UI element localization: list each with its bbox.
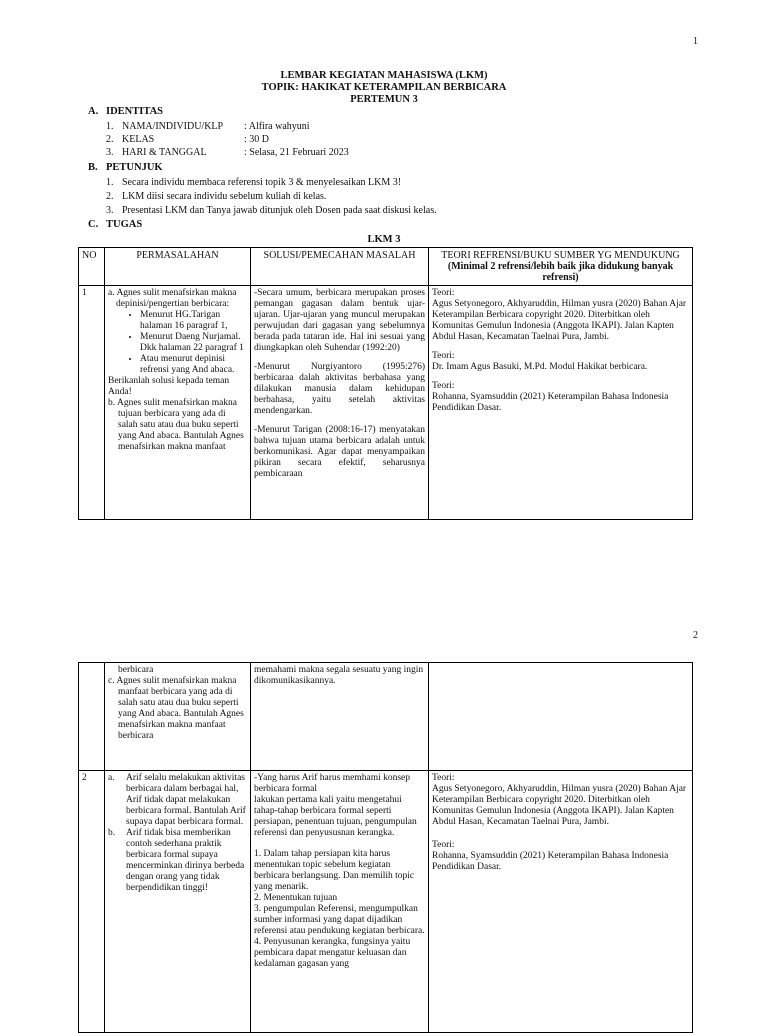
solution-line: lakukan pertama kali yaitu mengetahui tahap-tahap berbicara formal seperti persiapan, penentuan tujuan, pengumpulan referensi dan penyususnan kerangka. [254,795,417,838]
lkm-table-continued [78,662,693,1033]
identity-row [106,147,349,158]
solution-line: 3. pengumpulan Referensi, mengumpulkan sumber informasi yang dapat dijadikan referensi atau pendukung kegiatan berbicara. [254,904,425,936]
section-title: PETUNJUK [106,162,163,173]
identity-value: : 30 D [244,134,269,145]
document-topic: TOPIK: HAKIKAT KETERAMPILAN BERBICARA [261,82,507,93]
problem-text: Arif tidak bisa memberikan contoh sederhana praktik berbicara formal supaya mencerminkan dirinya berbeda dengan orang yang tidak berpendidikan tinggi! [126,828,245,893]
problem-after: Berikanlah solusi kepada teman Anda! [108,376,230,397]
section-letter: A. [88,106,99,117]
col-header-no: NO [79,248,105,286]
problem-text: Arif selalu melakukan aktivitas berbicara dalam berbagai hal, Arif tidak dapat melakukan berbicara formal. Bantulah Arif supaya dapat berbicara formal. [126,773,246,827]
page-number: 1 [693,36,698,47]
problem-c: c. Agnes sulit menafsirkan makna manfaat berbicara yang ada di salah satu atau dua buku seperti yang And abaca. Bantulah Agnes menafsirkan makna manfaat berbicara [108,676,244,741]
section-letter: C. [88,219,99,230]
col-header-theory [429,248,693,286]
problem-a [108,773,247,828]
problem-letter: a. [108,773,115,783]
identity-value: : Alfira wahyuni [244,121,310,132]
identity-num: 1. [106,121,114,132]
instruction-num: 1. [106,177,114,188]
section-tugas [88,219,142,230]
instruction-item [106,177,401,188]
solution-line: 4. Penyusunan kerangka, fungsinya yaitu pembicara dapat mengatur keluasan dan kedalaman gagasan yang [254,937,411,969]
solution-paragraph: -Secara umum, berbicara merupakan proses pemangan gagasan dalam bentuk ujar-ujaran. Ujar-ujaran yang muncul merupakan perwujudan dari gagasan yang sebelumnya berada pada tataran ide. Hal ini sesuai yang diungkapkan oleh Suhendar (1992:20) [254,288,425,353]
section-letter: B. [88,162,98,173]
identity-row [106,134,269,145]
section-petunjuk [88,162,163,173]
solution-cell [251,771,429,1033]
solution-cell [251,286,429,520]
theory-paragraph: Teori: Dr. Imam Agus Basuki, M.Pd. Modul Hakikat berbicara. [432,351,648,372]
lkm-table [78,247,693,520]
identity-label: HARI & TANGGAL [122,147,207,158]
row-number [79,663,105,771]
identity-label: KELAS [122,134,155,145]
table-row [79,286,693,520]
instruction-item [106,205,437,216]
identity-value: : Selasa, 21 Februari 2023 [244,147,349,158]
solution-paragraph: -Menurut Nurgiyantoro (1995:276) berbicaraa dalah aktivitas berbahasa yang dilakukan manusia dalam kehidupan berbahasa, yaitu setelah aktivitas mendengarkan. [254,362,425,416]
col-header-solution: SOLUSI/PEMECAHAN MASALAH [251,248,429,286]
problem-cell [105,663,251,771]
instruction-text: Presentasi LKM dan Tanya jawab ditunjuk oleh Dosen pada saat diskusi kelas. [122,205,437,216]
table-row [79,663,693,771]
instruction-item [106,191,326,202]
identity-row [106,121,310,132]
theory-header-note: (Minimal 2 refrensi/lebih baik jika didukung banyak refrensi) [447,261,674,283]
section-title: TUGAS [106,219,143,230]
section-title: IDENTITAS [106,106,163,117]
problem-top: berbicara [118,665,154,675]
row-number: 1 [79,286,105,520]
identity-num: 2. [106,134,114,145]
list-item: • Menurut HG.Tarigan halaman 16 paragraf 1, [140,310,247,332]
list-item: • Menurut Daeng Nurjamal. Dkk halaman 22 paragraf 1 [140,332,247,354]
problem-letter: b. [108,828,116,838]
problem-cell [105,771,251,1033]
theory-paragraph: Teori: Agus Setyonegoro, Akhyaruddin, Hilman yusra (2020) Bahan Ajar Keterampilan Berbicara copyright 2020. Diterbitkan oleh Komunitas Gemulun Indonesia (Anggota IKAPI). Jalan Kapten Abdul Hasan, Kecamatan Taelnai Pura, Jambi. [432,773,687,827]
solution-paragraph: -Menurut Tarigan (2008:16-17) menyatakan bahwa tujuan utama berbicara adalah untuk berkomunikasi. Agar dapat menyampaikan pikiran secara efektif, seharusnya pembicaraan [254,425,425,479]
theory-paragraph: Teori: Rohanna, Syamsuddin (2021) Keterampilan Bahasa Indonesia Pendidikan Dasar. [432,381,669,413]
identity-label: NAMA/INDIVIDU/KLP [122,121,224,132]
table-row [79,771,693,1033]
problem-intro: a. Agnes sulit menafsirkan makna depinisi/pengertian berbicara: [108,288,237,309]
problem-b: b. Agnes sulit menafsirkan makna tujuan berbicara yang ada di salah satu atau dua buku seperti yang And abaca. Bantulah Agnes menafsirkan makna manfaat [108,398,244,452]
lkm-title: LKM 3 [367,234,401,245]
section-identitas [88,106,163,117]
instruction-num: 3. [106,205,114,216]
instruction-text: Secara individu membaca referensi topik 3 & menyelesaikan LKM 3! [122,177,402,188]
theory-header-label: TEORI REFRENSI/BUKU SUMBER YG MENDUKUNG [441,250,680,261]
row-number: 2 [79,771,105,1033]
theory-paragraph: Teori: Agus Setyonegoro, Akhyaruddin, Hilman yusra (2020) Bahan Ajar Keterampilan Berbicara copyright 2020. Diterbitkan oleh Komunitas Gemulun Indonesia (Anggota IKAPI). Jalan Kapten Abdul Hasan, Kecamatan Taelnai Pura, Jambi. [432,288,687,342]
identity-num: 3. [106,147,114,158]
instruction-num: 2. [106,191,114,202]
problem-cell [105,286,251,520]
instruction-text: LKM diisi secara individu sebelum kuliah di kelas. [122,191,327,202]
theory-cell [429,286,693,520]
problem-b [108,828,247,894]
list-item: • Atau menurut depinisi refrensi yang And abaca. [140,354,247,376]
problem-bullets [108,310,247,376]
theory-cell [429,771,693,1033]
theory-cell [429,663,693,771]
document-meeting: PERTEMUN 3 [350,94,418,105]
page-number: 2 [693,630,698,641]
solution-line: -Yang harus Arif harus memhami konsep berbicara formal [254,773,411,794]
solution-cell: memahami makna segala sesuatu yang ingin dikomunikasikannya. [251,663,429,771]
solution-line: 2. Menentukan tujuan [254,893,338,903]
col-header-problem: PERMASALAHAN [105,248,251,286]
theory-paragraph: Teori: Rohanna, Syamsuddin (2021) Keterampilan Bahasa Indonesia Pendidikan Dasar. [432,840,669,872]
document-title: LEMBAR KEGIATAN MAHASISWA (LKM) [280,70,488,81]
solution-line: 1. Dalam tahap persiapan kita harus menentukan topic sebelum kegiatan berbicara berlangsung. Dan memilih topic yang menarik. [254,849,415,892]
